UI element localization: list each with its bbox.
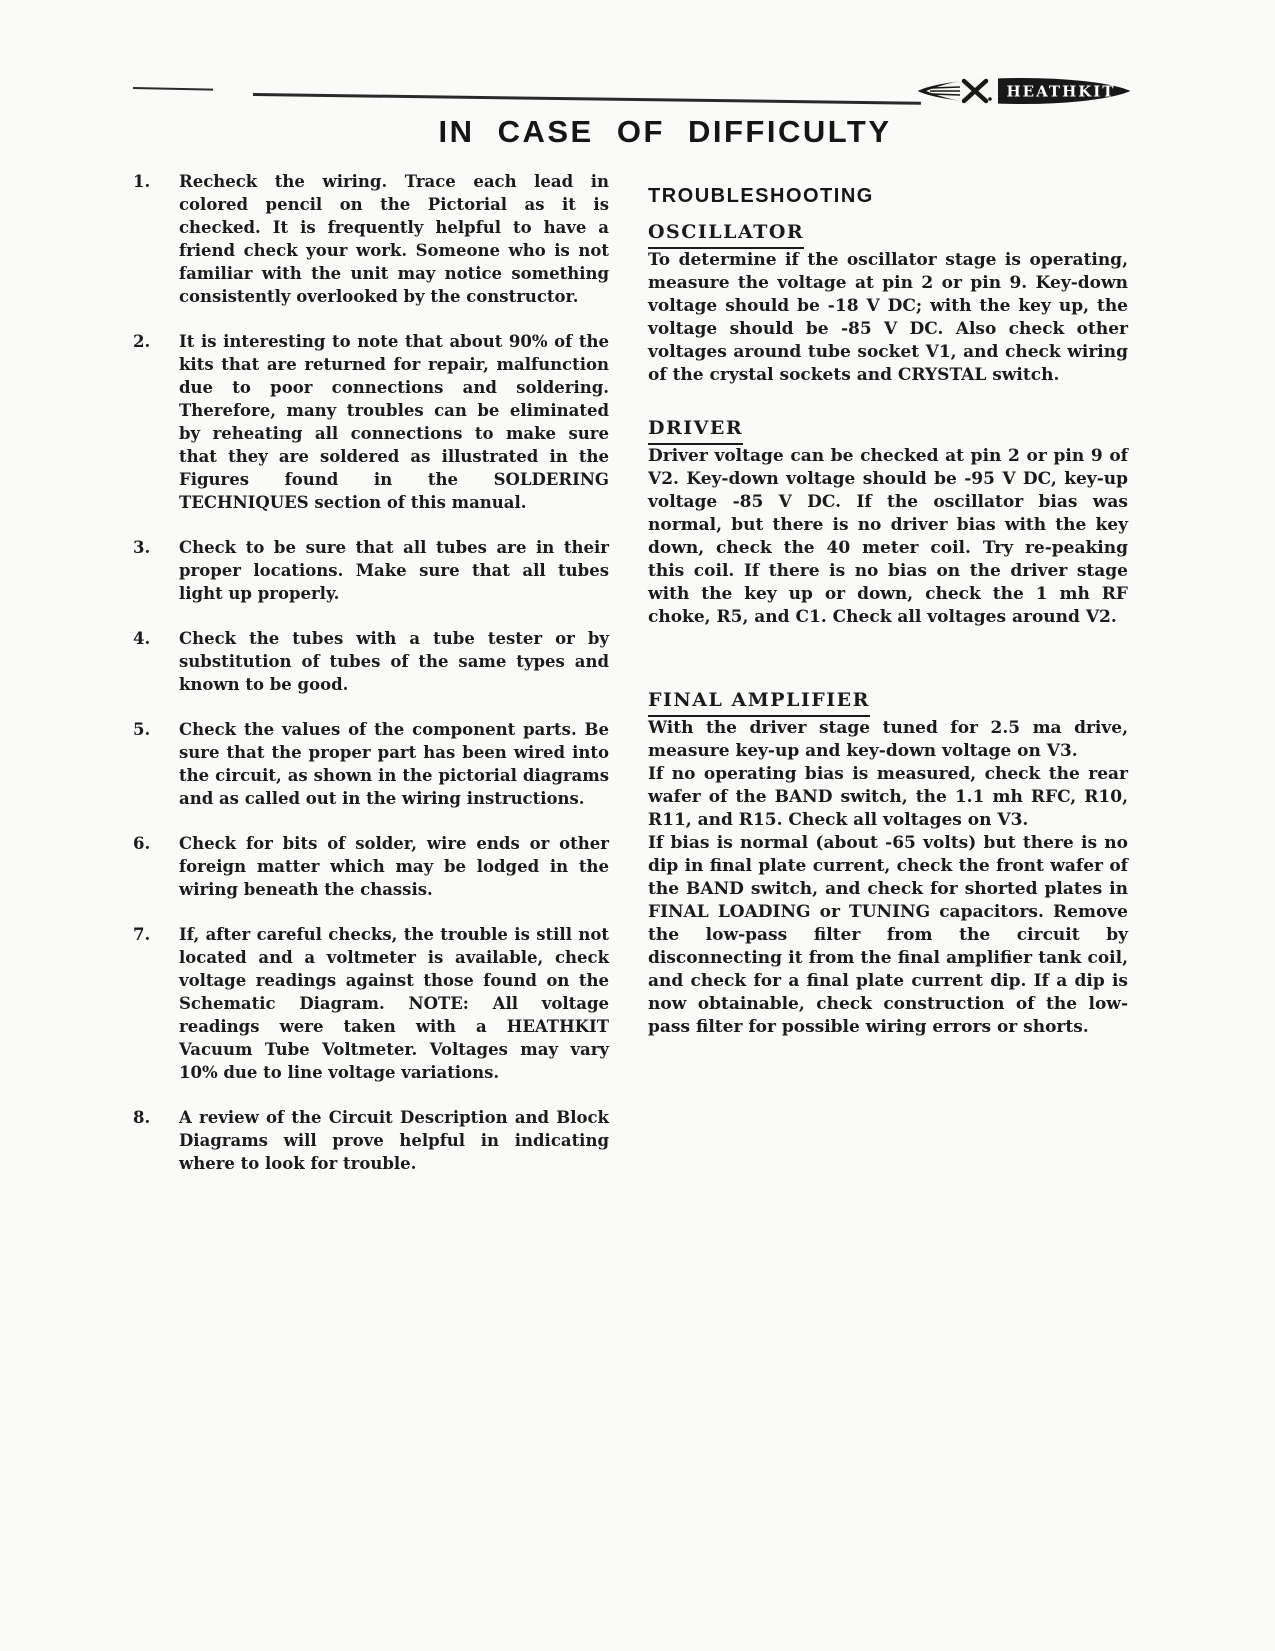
final-amplifier-heading-text: FINAL AMPLIFIER	[648, 689, 870, 717]
checklist-item-8	[133, 1106, 609, 1175]
checklist-item-6	[133, 832, 609, 901]
item-text: Check for bits of solder, wire ends or other foreign matter which may be lodged in the wiring beneath the chassis.	[179, 834, 609, 899]
checklist-item-3	[133, 536, 609, 605]
heathkit-logo	[918, 72, 1130, 110]
final-amplifier-paragraph-1: With the driver stage tuned for 2.5 ma drive, measure key-up and key-down voltage on V3.	[648, 718, 1128, 761]
item-number: 3.	[133, 538, 151, 557]
item-text: Check the tubes with a tube tester or by substitution of tubes of the same types and known to be good.	[179, 629, 609, 694]
item-number: 4.	[133, 629, 151, 648]
final-amplifier-heading	[648, 689, 1128, 717]
checklist-item-1	[133, 170, 609, 308]
item-number: 6.	[133, 834, 151, 853]
top-rule-short-segment	[133, 87, 213, 91]
item-text: If, after careful checks, the trouble is still not located and a voltmeter is available, check voltage readings against those found on the Schematic Diagram. NOTE: All voltage readings were taken with a HEATHKIT Vacuum Tube Voltmeter. Voltages may vary 10% due to line voltage variations.	[179, 925, 609, 1082]
item-number: 2.	[133, 332, 151, 351]
item-text: A review of the Circuit Description and Block Diagrams will prove helpful in indicating where to look for trouble.	[179, 1108, 609, 1173]
item-text: Check the values of the component parts. Be sure that the proper part has been wired into the circuit, as shown in the pictorial diagrams and as called out in the wiring instructions.	[179, 720, 609, 808]
top-rule	[253, 93, 921, 104]
item-text: Check to be sure that all tubes are in their proper locations. Make sure that all tubes light up properly.	[179, 538, 609, 603]
item-number: 1.	[133, 172, 151, 191]
page-title: IN CASE OF DIFFICULTY	[438, 114, 892, 149]
checklist-item-4	[133, 627, 609, 696]
numbered-checklist	[133, 170, 609, 1197]
item-number: 7.	[133, 925, 151, 944]
oscillator-heading-text: OSCILLATOR	[648, 221, 804, 249]
driver-heading	[648, 417, 1128, 445]
final-amplifier-paragraph-2: If no operating bias is measured, check the rear wafer of the BAND switch, the 1.1 mh RFC, R10, R11, and R15. Check all voltages on V3.	[648, 764, 1128, 830]
item-text: Recheck the wiring. Trace each lead in colored pencil on the Pictorial as it is checked. It is frequently helpful to have a friend check your work. Someone who is not familiar with the unit may notice something consistently overlooked by the constructor.	[179, 172, 609, 306]
logo-brand-text: HEATHKIT	[1006, 82, 1116, 101]
checklist-item-5	[133, 718, 609, 810]
troubleshooting-column	[648, 184, 1128, 1039]
item-number: 8.	[133, 1108, 151, 1127]
driver-paragraph: Driver voltage can be checked at pin 2 or pin 9 of V2. Key-down voltage should be -95 V DC, key-up voltage -85 V DC. If the oscillator bias was normal, but there is no driver bias with the key down, check the 40 meter coil. Try re-peaking this coil. If there is no bias on the driver stage with the key up or down, check the 1 mh RF choke, R5, and C1. Check all voltages around V2.	[648, 446, 1128, 627]
oscillator-paragraph: To determine if the oscillator stage is operating, measure the voltage at pin 2 or pin 9. Key-down voltage should be -18 V DC; with the key up, the voltage should be -85 V DC. Also check other voltages around tube socket V1, and check wiring of the crystal sockets and CRYSTAL switch.	[648, 250, 1128, 385]
checklist-item-2	[133, 330, 609, 514]
oscillator-heading	[648, 221, 1128, 249]
item-text: It is interesting to note that about 90% of the kits that are returned for repair, malfunction due to poor connections and soldering. Therefore, many troubles can be eliminated by reheating all connections to make sure that they are soldered as illustrated in the Figures found in the SOLDERING TECHNIQUES section of this manual.	[179, 332, 609, 512]
troubleshooting-heading: TROUBLESHOOTING	[648, 185, 874, 207]
item-number: 5.	[133, 720, 151, 739]
checklist-item-7	[133, 923, 609, 1084]
driver-heading-text: DRIVER	[648, 417, 743, 445]
logo-dot	[988, 97, 992, 101]
final-amplifier-paragraph-3: If bias is normal (about -65 volts) but there is no dip in final plate current, check the front wafer of the BAND switch, and check for shorted plates in FINAL LOADING or TUNING capacitors. Remove the low-pass filter from the circuit by disconnecting it from the final amplifier tank coil, and check for a final plate current dip. If a dip is now obtainable, check construction of the low-pass filter for possible wiring errors or shorts.	[648, 833, 1128, 1037]
heathkit-logo-badge	[918, 72, 1130, 110]
